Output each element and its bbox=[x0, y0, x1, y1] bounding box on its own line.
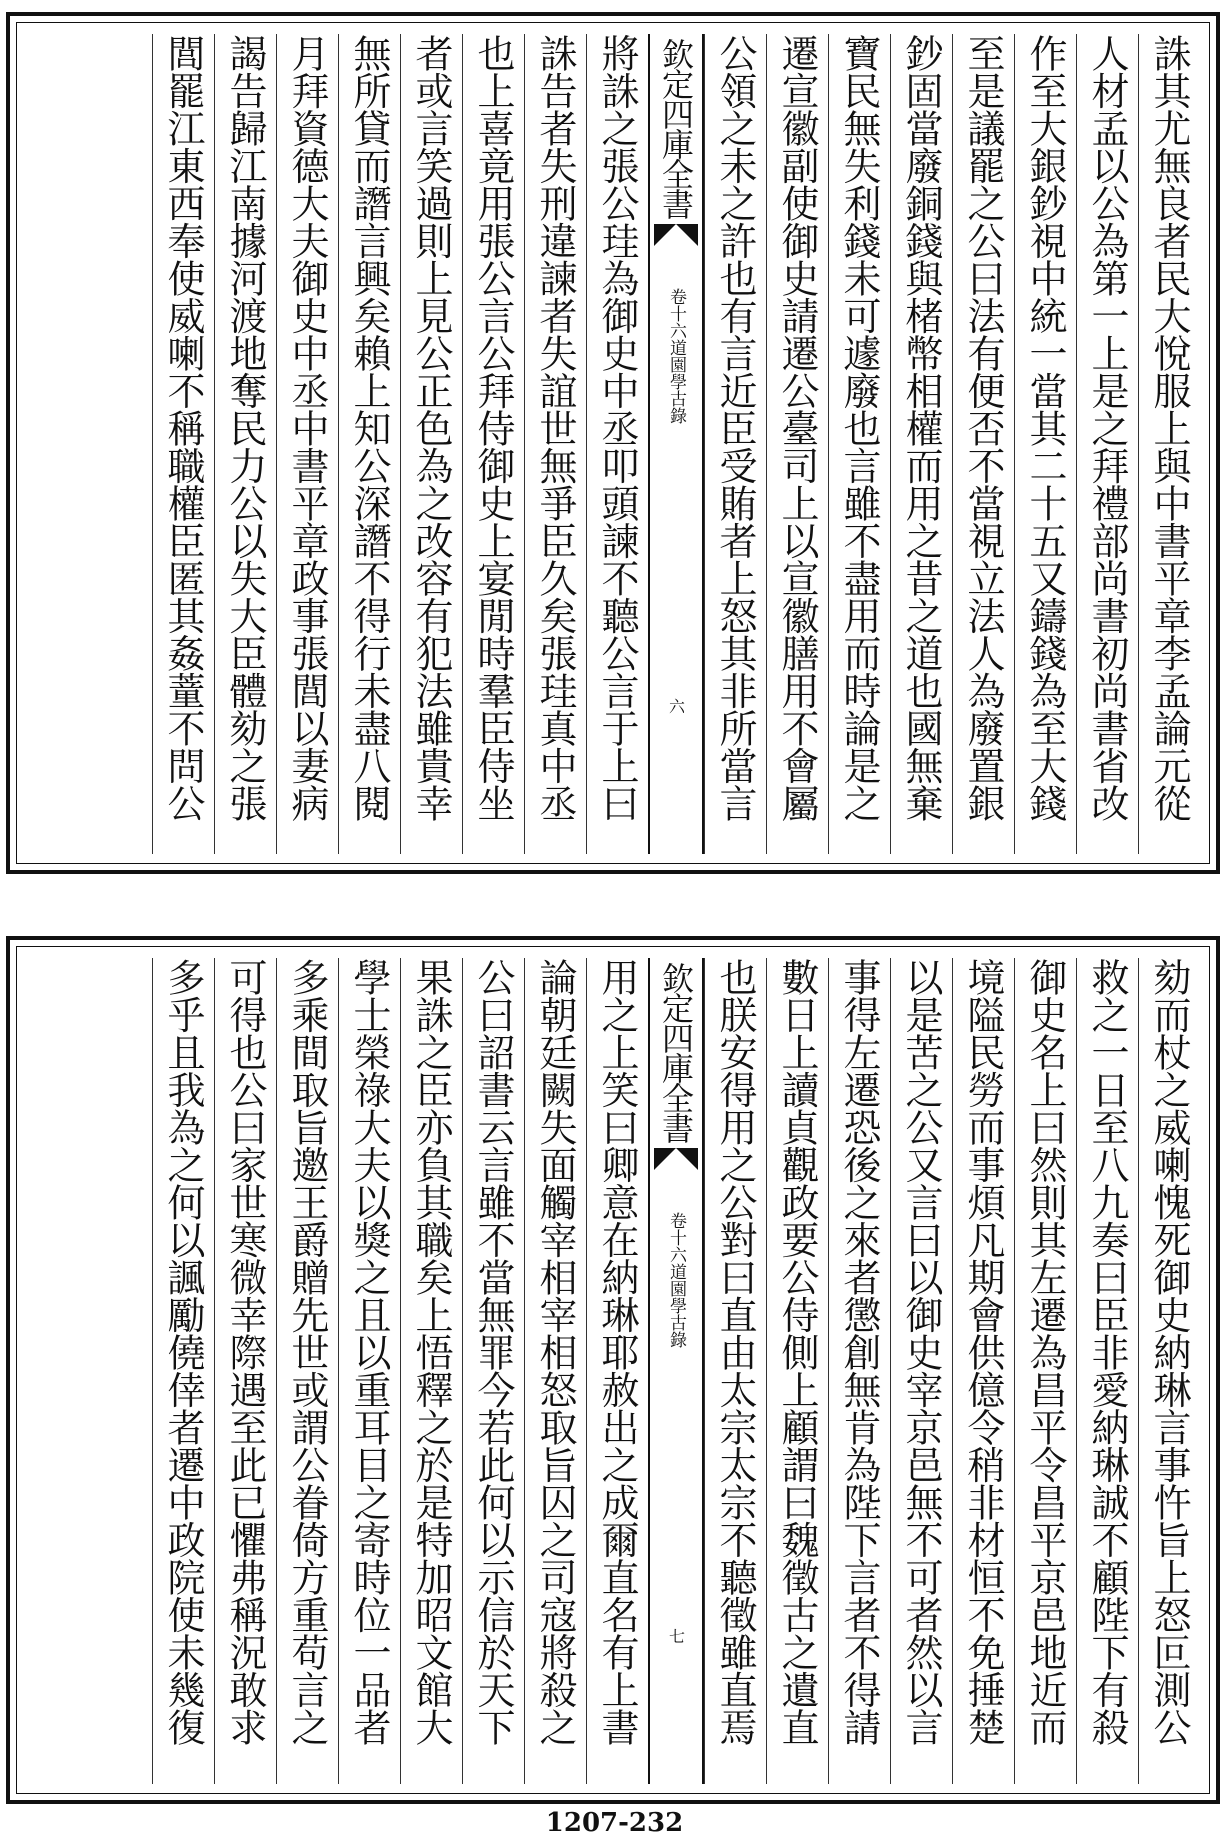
top-page-text-area bbox=[26, 34, 1200, 854]
text-column: 至是議罷之公曰法有便否不當視立法人為廢置銀 bbox=[952, 34, 1014, 854]
text-column: 事得左遷恐後之來者懲創無肯為陛下言者不得請 bbox=[828, 958, 890, 1784]
text-column: 境隘民勞而事煩凡期會供億令稍非材恒不免捶楚 bbox=[952, 958, 1014, 1784]
bottom-page-frame bbox=[6, 936, 1220, 1804]
gutter-page-number: 七 bbox=[666, 1628, 686, 1644]
text-column: 多乎且我為之何以諷勵僥倖者遷中政院使未幾復 bbox=[152, 958, 214, 1784]
text-column: 救之一日至八九奏曰臣非愛納琳誠不顧陛下有殺 bbox=[1076, 958, 1138, 1784]
top-page-frame bbox=[6, 12, 1220, 874]
text-column: 也朕安得用之公對曰直由太宗太宗不聽徵雖直焉 bbox=[704, 958, 766, 1784]
text-column: 數日上讀貞觀政要公侍側上顧謂曰魏徵古之遺直 bbox=[766, 958, 828, 1784]
text-column: 公領之未之許也有言近臣受賄者上怒其非所當言 bbox=[704, 34, 766, 854]
center-gutter bbox=[648, 34, 704, 854]
text-column: 閭罷江東西奉使威喇不稱職權臣匿其姦蕫不問公 bbox=[152, 34, 214, 854]
text-column: 作至大銀鈔視中統一當其二十五又鑄錢為至大錢 bbox=[1014, 34, 1076, 854]
fish-tail-mark-icon bbox=[654, 1148, 698, 1176]
text-column: 誅其尤無良者民大悅服上與中書平章李孟論元從 bbox=[1138, 34, 1200, 854]
text-column: 論朝廷闕失面觸宰相宰相怒取旨囚之司寇將殺之 bbox=[524, 958, 586, 1784]
gutter-subtitle bbox=[666, 1212, 686, 1348]
page-footer-number: 1207-232 bbox=[545, 1808, 684, 1838]
text-column: 謁告歸江南據河渡地奪民力公以失大臣體劾之張 bbox=[214, 34, 276, 854]
text-column: 遷宣徽副使御史請遷公臺司上以宣徽膳用不會屬 bbox=[766, 34, 828, 854]
text-column: 鈔固當廢銅錢與楮幣相權而用之昔之道也國無棄 bbox=[890, 34, 952, 854]
text-column: 劾而杖之威喇愧死御史納琳言事忤旨上怒叵測公 bbox=[1138, 958, 1200, 1784]
text-column: 公曰詔書云言雖不當無罪今若此何以示信於天下 bbox=[462, 958, 524, 1784]
center-gutter bbox=[648, 958, 704, 1784]
text-column: 學士榮祿大夫以獎之且以重耳目之寄時位一品者 bbox=[338, 958, 400, 1784]
fish-tail-mark-icon bbox=[654, 224, 698, 252]
gutter-volume: 卷十六 bbox=[666, 288, 686, 339]
gutter-page-number: 六 bbox=[666, 698, 686, 714]
bottom-page-text-area bbox=[26, 958, 1200, 1784]
text-column: 用之上笑曰卿意在納琳耶赦出之成爾直名有上書 bbox=[586, 958, 648, 1784]
text-column: 將誅之張公珪為御史中丞叩頭諫不聽公言于上曰 bbox=[586, 34, 648, 854]
gutter-work-title: 道園學古錄 bbox=[666, 339, 686, 424]
gutter-book-title: 欽定四庫全書 bbox=[657, 38, 695, 218]
gutter-work-title: 道園學古錄 bbox=[666, 1263, 686, 1348]
text-column: 以是苦之公又言曰以御史宰京邑無不可者然以言 bbox=[890, 958, 952, 1784]
gutter-subtitle bbox=[666, 288, 686, 424]
text-column: 可得也公曰家世寒微幸際遇至此已懼弗稱況敢求 bbox=[214, 958, 276, 1784]
text-column: 誅告者失刑違諫者失誼世無爭臣久矣張珪真中丞 bbox=[524, 34, 586, 854]
text-column: 御史名上曰然則其左遷為昌平令昌平京邑地近而 bbox=[1014, 958, 1076, 1784]
text-column: 也上喜竟用張公言公拜侍御史上宴閒時羣臣侍坐 bbox=[462, 34, 524, 854]
text-column: 無所貸而譖言興矣賴上知公深譖不得行未盡八閱 bbox=[338, 34, 400, 854]
gutter-volume: 卷十六 bbox=[666, 1212, 686, 1263]
text-column: 月拜資德大夫御史中丞中書平章政事張閭以妻病 bbox=[276, 34, 338, 854]
text-column: 果誅之臣亦負其職矣上悟釋之於是特加昭文館大 bbox=[400, 958, 462, 1784]
text-column: 多乘間取旨邀王爵贈先世或謂公眷倚方重苟言之 bbox=[276, 958, 338, 1784]
text-column: 者或言笑過則上見公正色為之改容有犯法雖貴幸 bbox=[400, 34, 462, 854]
gutter-book-title: 欽定四庫全書 bbox=[657, 962, 695, 1142]
text-column: 人材孟以公為第一上是之拜禮部尚書初尚書省改 bbox=[1076, 34, 1138, 854]
text-column: 寶民無失利錢未可遽廢也言雖不盡用而時論是之 bbox=[828, 34, 890, 854]
